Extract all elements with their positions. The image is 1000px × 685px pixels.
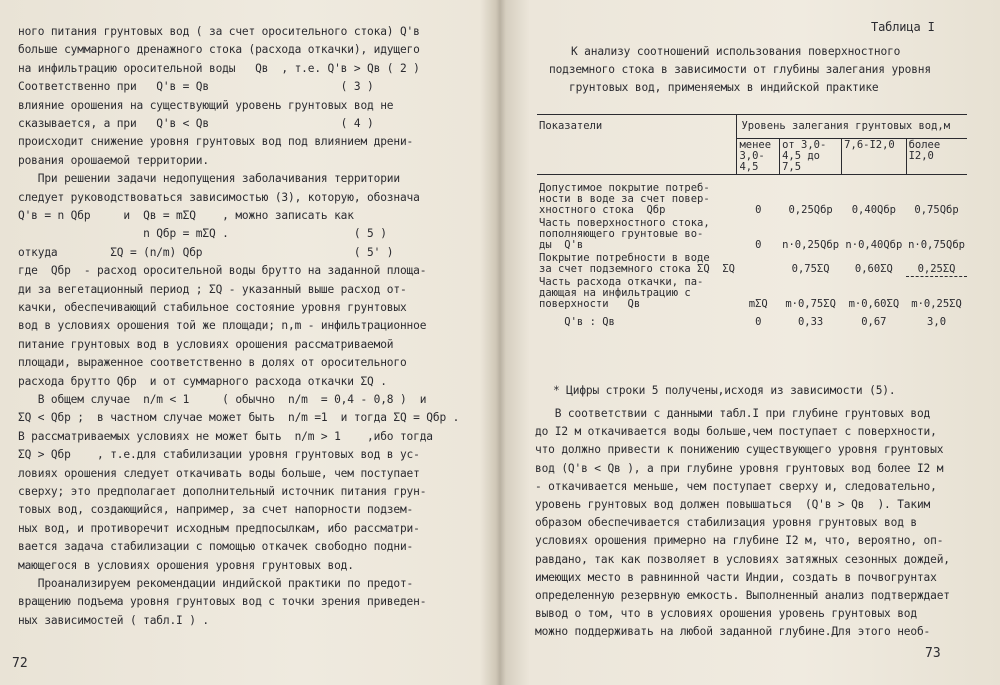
text-line: уровень грунтовых вод должен повышаться (Q'в > Qв ). Таким <box>535 498 931 511</box>
text-line: равдано, так как позволяет в условиях затяжных сезонных дождей, <box>535 552 950 566</box>
text-line: на инфильтрацию оросительной воды Qв , т.е. Q'в > Qв ( 2 ) <box>18 61 420 75</box>
text-line: В соответствии с данными табл.I при глубине грунтовых вод <box>535 407 931 420</box>
left-page <box>0 0 495 685</box>
header-depth-col: менее 3,0- 4,5 <box>737 139 780 175</box>
header-depth-col: 7,6-I2,0 <box>842 139 906 175</box>
text-line: ΣQ < Qбр ; в частном случае может быть n/m =1 и тогда ΣQ = Qбр . <box>18 411 460 425</box>
header-depth-col: от 3,0- 4,5 до 7,5 <box>780 139 842 175</box>
cell: m·0,60ΣQ <box>848 298 900 310</box>
header-groundwater-level: Уровень залегания грунтовых вод,м <box>737 115 967 139</box>
text-line: Q'в = n Qбр и Qв = mΣQ , можно записать как <box>18 209 354 222</box>
text-line: ди за вегетационный период ; ΣQ - указанный выше расход от- <box>18 282 407 296</box>
text-line: рования орошаемой территории. <box>18 153 209 167</box>
table-label: Таблица I <box>871 20 935 34</box>
text-line: расхода брутто Qбр и от суммарного расхода откачки ΣQ . <box>18 374 387 388</box>
row-label: Допустимое покрытие потреб- ности в воде за счет повер- хностного стока Qбр <box>539 182 710 216</box>
cell: n·0,40Qбр <box>845 239 903 251</box>
text-line: сверху; это предполагает дополнительный источник питания грун- <box>18 485 427 498</box>
cell: n·0,25Qбр <box>782 239 840 251</box>
text-line: где Qбр - расход оросительной воды брутто на заданной площа- <box>18 264 427 278</box>
text-line: что должно привести к понижению существующего уровня грунтовых <box>535 443 944 457</box>
text-line: В общем случае n/m < 1 ( обычно n/m = 0,4 - 0,8 ) и <box>18 393 427 406</box>
data-table <box>537 114 967 329</box>
table-row <box>537 252 967 276</box>
cell: 0 <box>755 204 762 216</box>
header-indicators: Показатели <box>537 115 737 175</box>
text-line: условиях орошения примерно на глубине I2 м, что, вероятно, оп- <box>535 534 944 548</box>
text-line: следует руководствоваться зависимостью (3), которую, обознача <box>18 190 420 204</box>
right-page-number: 73 <box>925 646 941 661</box>
left-page-number: 72 <box>12 656 28 671</box>
cell <box>737 252 780 276</box>
caption-line: К анализу соотношений использования поверхностного <box>571 45 901 58</box>
cell: 0,67 <box>861 316 887 328</box>
text-line: происходит снижение уровня грунтовых вод под влиянием дрени- <box>18 135 414 149</box>
table-row <box>537 276 967 311</box>
cell: 0,25ΣQ <box>906 252 967 276</box>
cell: 0 <box>755 316 762 328</box>
text-line: больше суммарного дренажного стока (расхода откачки), идущего <box>18 43 420 57</box>
text-line: вращению подъема уровня грунтовых вод с точки зрения приведен- <box>18 595 427 609</box>
text-line: Соответственно при Q'в = Qв ( 3 ) <box>18 80 374 94</box>
right-page <box>505 0 1000 685</box>
cell: 0,33 <box>797 316 824 328</box>
text-line: качки, обеспечивающий стабильное состояние уровня грунтовых <box>18 301 407 314</box>
text-line: товых вод, создающийся, например, за счет напорности подзем- <box>18 503 414 517</box>
cell: mΣQ <box>748 298 768 310</box>
text-line: ного питания грунтовых вод ( за счет оросительного стока) Q'в <box>18 25 420 38</box>
text-line: вод (Q'в < Qв ), а при глубине уровня грунтовых вод более I2 м <box>535 461 944 475</box>
cell: n·0,75Qбр <box>908 239 965 251</box>
text-line: мающегося в условиях орошения уровня грунтовых вод. <box>18 558 354 572</box>
footnote-text: Цифры строки 5 получены,исходя из зависимости (5). <box>566 384 896 397</box>
text-line: вывод о том, что в условиях орошения уровень грунтовых вод <box>535 607 917 621</box>
text-line: образом обеспечивается стабилизация уровня грунтовых вод в <box>535 516 917 530</box>
text-line: ΣQ > Qбр , т.е.для стабилизации уровня грунтовых вод в ус- <box>18 448 420 462</box>
text-line: можно поддерживать на любой заданной глубине.Для этого необ- <box>535 625 931 639</box>
cell: 0,25Qбр <box>788 204 833 216</box>
text-line: При решении задачи недопущения заболачивания территории <box>18 172 400 186</box>
text-line: В рассматриваемых условиях не может быть n/m > 1 ,ибо тогда <box>18 429 433 443</box>
row-label: Часть расхода откачки, па- дающая на инфильтрацию с поверхности Qв <box>539 276 704 310</box>
cell: 3,0 <box>927 316 947 328</box>
text-line: влияние орошения на существующий уровень грунтовых вод не <box>18 98 394 112</box>
table-row <box>537 175 967 218</box>
row-label: Q'в : Qв <box>539 316 615 328</box>
text-line: Проанализируем рекомендации индийской практики по предот- <box>18 577 414 590</box>
table-row <box>537 217 967 252</box>
table-row <box>537 311 967 329</box>
text-line: определенную резервную емкость. Выполненный анализ подтверждает <box>535 589 950 602</box>
text-line: ловиях орошения следует откачивать воды больше, чем поступает <box>18 466 420 480</box>
text-line: ных зависимостей ( табл.I ) . <box>18 613 209 627</box>
text-line: вод в условиях орошения той же площади; n,m - инфильтрационное <box>18 319 427 333</box>
text-line: ных вод, и противоречит исходным предпосылкам, ибо рассматри- <box>18 521 420 535</box>
caption-line: грунтовых вод, применяемых в индийской практике <box>569 81 879 94</box>
text-line: сказывается, а при Q'в < Qв ( 4 ) <box>18 117 374 130</box>
row-label: Покрытие потребности в воде за счет подземного стока ΣQ ΣQ <box>539 252 735 275</box>
cell: m·0,25ΣQ <box>911 298 962 310</box>
text-line: питание грунтовых вод в условиях орошения рассматриваемой <box>18 337 394 351</box>
text-line: до I2 м откачивается воды больше,чем поступает с поверхности, <box>535 425 937 439</box>
table-footnote: * Цифры строки 5 получены,исходя из зависимости (5). <box>553 384 896 397</box>
text-line: n Qбр = mΣQ . ( 5 ) <box>18 227 387 241</box>
text-line: - откачивается меньше, чем поступает сверху и, следовательно, <box>535 479 937 493</box>
cell: 0,60ΣQ <box>854 263 893 275</box>
text-line: площади, выраженное соответственно в долях от оросительного <box>18 356 407 370</box>
row-label: Часть поверхностного стока, пополняющего грунтовые во- ды Q'в <box>539 217 710 251</box>
caption-line: подземного стока в зависимости от глубины залегания уровня <box>549 63 931 76</box>
cell: 0 <box>755 239 762 251</box>
header-depth-col: более I2,0 <box>906 139 967 175</box>
cell: 0,75Qбр <box>914 204 959 216</box>
cell: m·0,75ΣQ <box>785 298 836 310</box>
cell: 0,75ΣQ <box>791 263 830 275</box>
text-line: имеющих место в равнинной части Индии, создать в почвогрунтах <box>535 570 937 584</box>
text-line: вается задача стабилизации с помощью откачек свободно подни- <box>18 540 414 554</box>
text-line: откуда ΣQ = (n/m) Qбр ( 5' ) <box>18 245 394 259</box>
cell: 0,40Qбр <box>851 204 896 216</box>
